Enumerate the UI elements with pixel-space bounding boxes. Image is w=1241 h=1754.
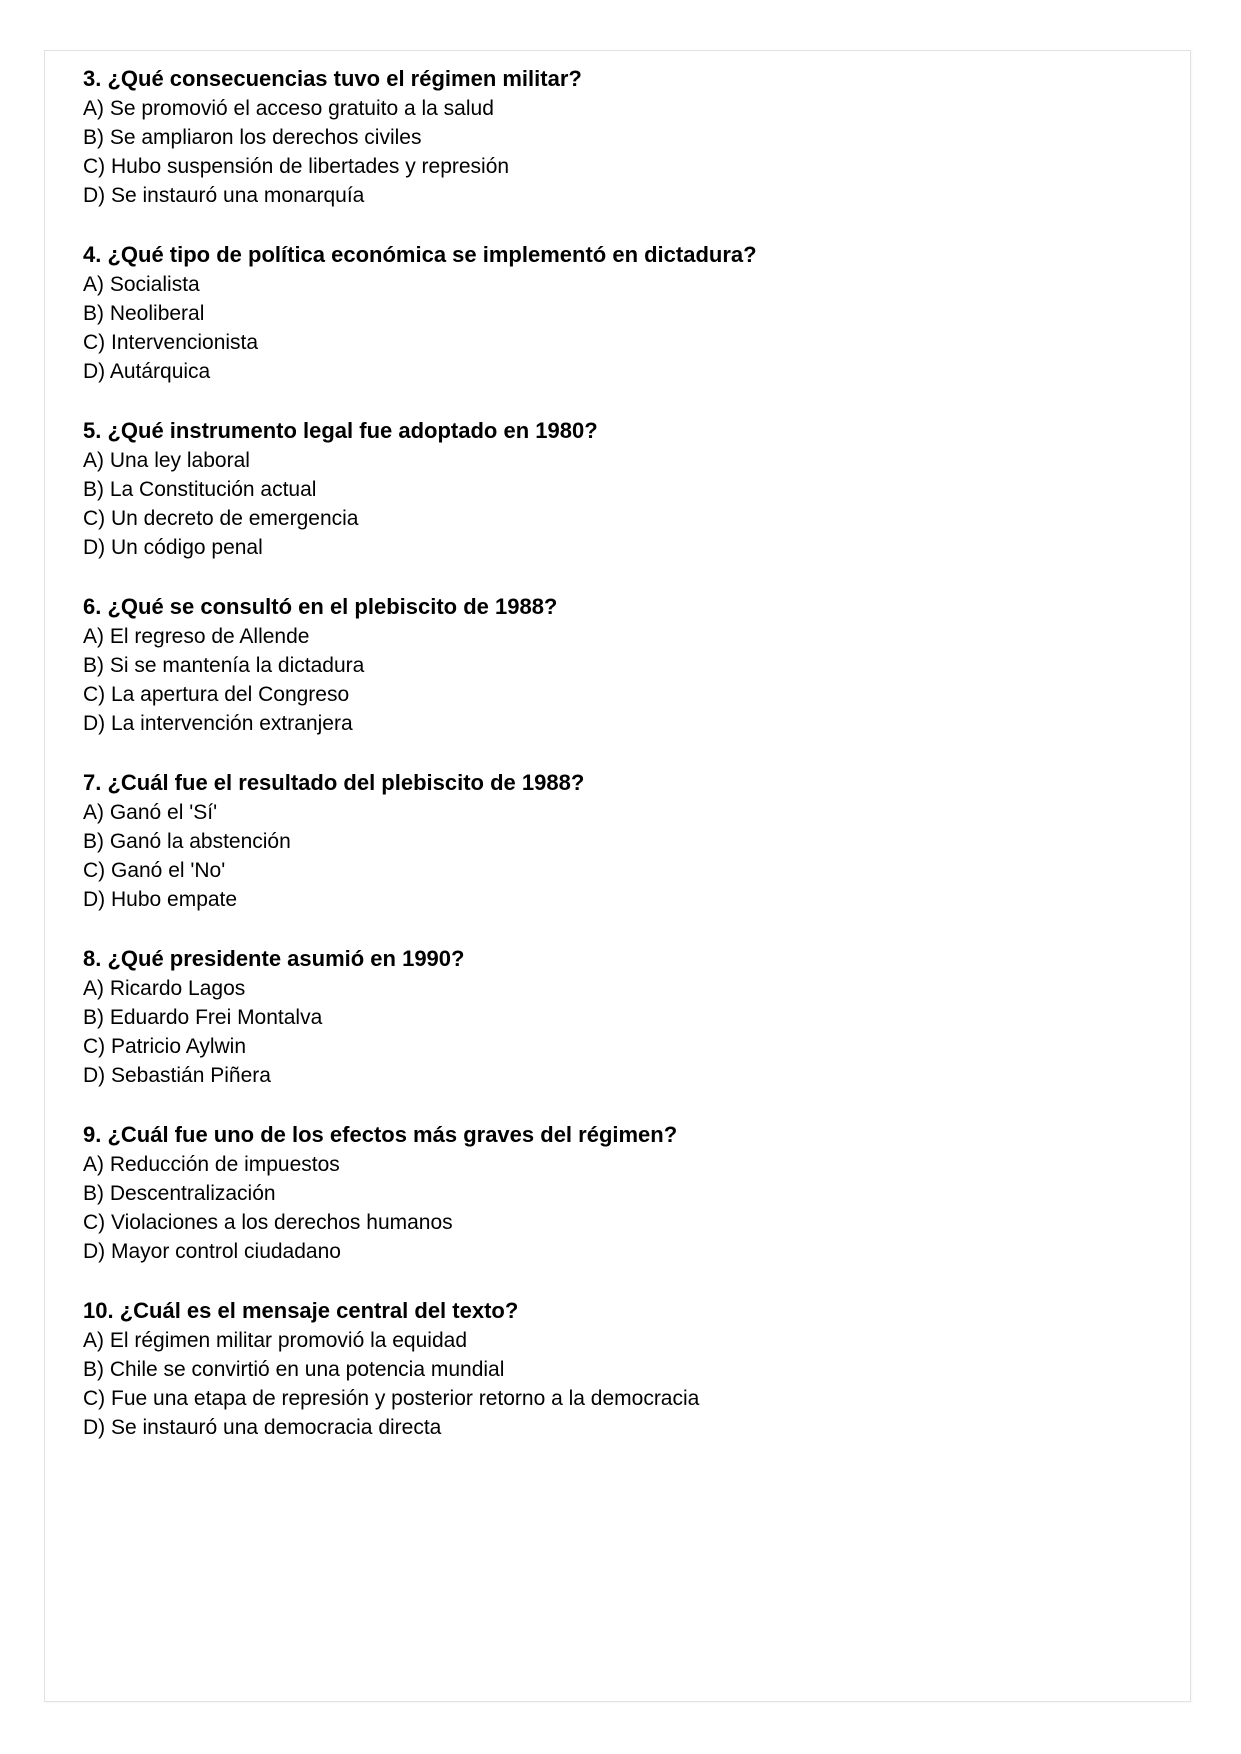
question-option-c: C) Violaciones a los derechos humanos (83, 1211, 453, 1234)
question-option-c: C) Un decreto de emergencia (83, 507, 359, 530)
question-title: 3. ¿Qué consecuencias tuvo el régimen militar? (83, 66, 582, 91)
question-option-a: A) Ganó el 'Sí' (83, 801, 218, 824)
question-block-5 (83, 416, 1152, 562)
question-option-b: B) La Constitución actual (83, 478, 317, 501)
question-option-d: D) Sebastián Piñera (83, 1064, 271, 1087)
question-option-a: A) Se promovió el acceso gratuito a la salud (83, 97, 494, 120)
question-option-b: B) Descentralización (83, 1182, 276, 1205)
question-option-a: A) Una ley laboral (83, 449, 250, 472)
question-option-a: A) El regreso de Allende (83, 625, 310, 648)
question-option-a: A) El régimen militar promovió la equidad (83, 1329, 467, 1352)
question-option-c: C) Hubo suspensión de libertades y represión (83, 155, 510, 178)
question-block-4 (83, 240, 1152, 386)
question-option-d: D) Un código penal (83, 536, 263, 559)
question-title: 4. ¿Qué tipo de política económica se implementó en dictadura? (83, 242, 757, 267)
question-option-b: B) Si se mantenía la dictadura (83, 654, 365, 677)
question-option-d: D) Se instauró una democracia directa (83, 1416, 442, 1439)
question-option-c: C) Intervencionista (83, 331, 259, 354)
question-option-c: C) La apertura del Congreso (83, 683, 350, 706)
question-title: 9. ¿Cuál fue uno de los efectos más graves del régimen? (83, 1122, 678, 1147)
question-block-9 (83, 1120, 1152, 1266)
question-block-10 (83, 1296, 1152, 1442)
question-option-d: D) Hubo empate (83, 888, 238, 911)
question-option-b: B) Ganó la abstención (83, 830, 291, 853)
question-option-c: C) Fue una etapa de represión y posterior retorno a la democracia (83, 1387, 700, 1410)
question-title: 8. ¿Qué presidente asumió en 1990? (83, 946, 465, 971)
question-option-a: A) Ricardo Lagos (83, 977, 246, 1000)
question-option-b: B) Neoliberal (83, 302, 205, 325)
question-block-6 (83, 592, 1152, 738)
question-title: 5. ¿Qué instrumento legal fue adoptado en 1980? (83, 418, 598, 443)
question-title: 10. ¿Cuál es el mensaje central del texto? (83, 1298, 519, 1323)
question-block-7 (83, 768, 1152, 914)
question-option-a: A) Socialista (83, 273, 200, 296)
question-option-b: B) Se ampliaron los derechos civiles (83, 126, 422, 149)
question-title: 7. ¿Cuál fue el resultado del plebiscito de 1988? (83, 770, 585, 795)
question-option-c: C) Ganó el 'No' (83, 859, 226, 882)
question-option-a: A) Reducción de impuestos (83, 1153, 340, 1176)
question-option-b: B) Chile se convirtió en una potencia mundial (83, 1358, 505, 1381)
question-block-8 (83, 944, 1152, 1090)
question-option-d: D) La intervención extranjera (83, 712, 353, 735)
question-block-3 (83, 64, 1152, 210)
quiz-card (44, 50, 1191, 1702)
question-option-b: B) Eduardo Frei Montalva (83, 1006, 323, 1029)
question-option-d: D) Mayor control ciudadano (83, 1240, 341, 1263)
question-option-d: D) Autárquica (83, 360, 211, 383)
question-option-c: C) Patricio Aylwin (83, 1035, 246, 1058)
question-title: 6. ¿Qué se consultó en el plebiscito de 1988? (83, 594, 558, 619)
question-option-d: D) Se instauró una monarquía (83, 184, 365, 207)
